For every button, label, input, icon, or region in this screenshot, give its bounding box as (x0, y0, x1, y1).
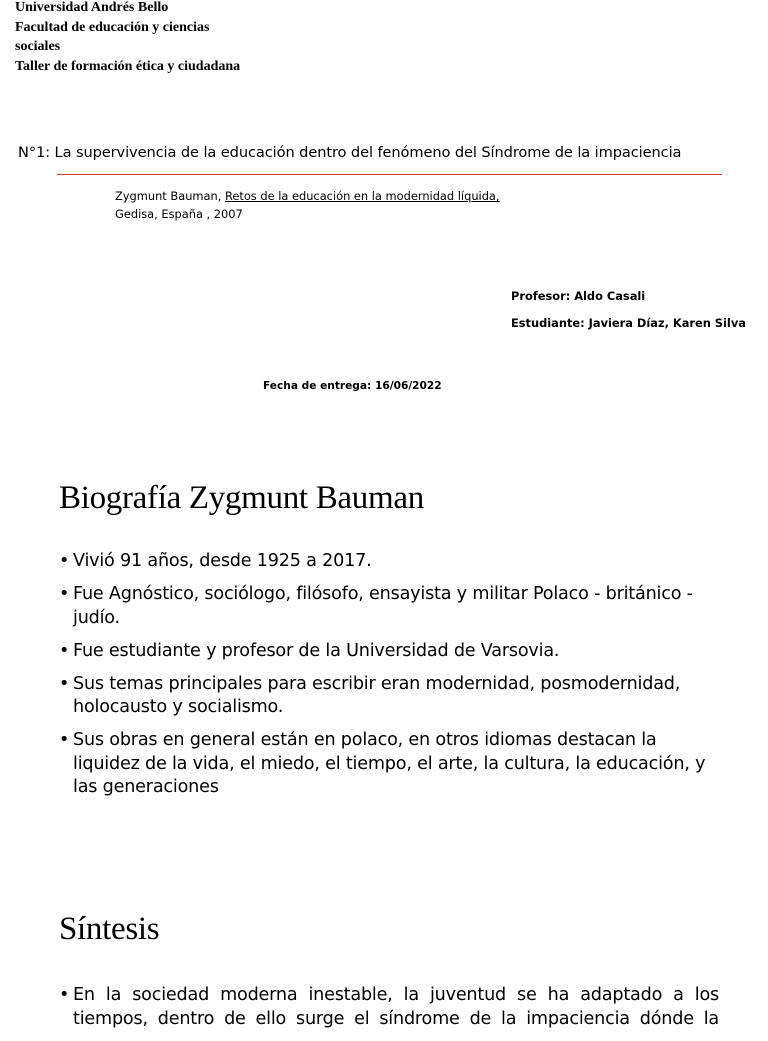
synthesis-list (59, 984, 719, 1041)
book-reference (115, 187, 500, 223)
reference-book-title: Retos de la educación en la modernidad líquida, (224, 189, 500, 203)
document-title: N°1: La supervivencia de la educación dentro del fenómeno del Síndrome de la impaciencia (18, 144, 682, 161)
list-item: • Vivió 91 años, desde 1925 a 2017. (59, 550, 719, 574)
reference-author: Zygmunt Bauman, (115, 189, 225, 203)
institution-line: Universidad Andrés Bello (15, 0, 169, 15)
credits (511, 283, 746, 337)
institution-line: sociales (15, 39, 61, 54)
synthesis-slide (0, 860, 768, 1029)
due-date: Fecha de entrega: 16/06/2022 (263, 380, 442, 392)
profesor-text: Profesor: Aldo Casali (511, 289, 646, 303)
title-divider (57, 174, 722, 175)
biography-slide (0, 460, 768, 860)
list-item: • Sus obras en general están en polaco, en otros idiomas destacan la liquidez de la vida, el miedo, el tiempo, el arte, la cultura, la educación, y las generaciones (59, 729, 719, 800)
list-item: • En la sociedad moderna inestable, la juventud se ha adaptado a los tiempos, dentro de ello surge el síndrome de la impaciencia dónde la (59, 984, 719, 1031)
synthesis-heading: Síntesis (59, 911, 160, 947)
biography-heading: Biografía Zygmunt Bauman (59, 480, 424, 516)
list-item: • Fue Agnóstico, sociólogo, filósofo, ensayista y militar Polaco - británico - judío. (59, 583, 719, 630)
institution-line: Facultad de educación y ciencias (15, 19, 210, 35)
biography-list (59, 550, 719, 809)
institution-header (15, 0, 315, 76)
institution-line: Taller de formación ética y ciudadana (15, 58, 241, 74)
cover-slide (0, 0, 768, 460)
reference-publisher: Gedisa, España , 2007 (115, 207, 243, 221)
list-item: • Sus temas principales para escribir eran modernidad, posmodernidad, holocausto y socialismo. (59, 673, 719, 720)
estudiante-text: Estudiante: Javiera Díaz, Karen Silva (511, 316, 746, 330)
list-item: • Fue estudiante y profesor de la Universidad de Varsovia. (59, 640, 719, 664)
